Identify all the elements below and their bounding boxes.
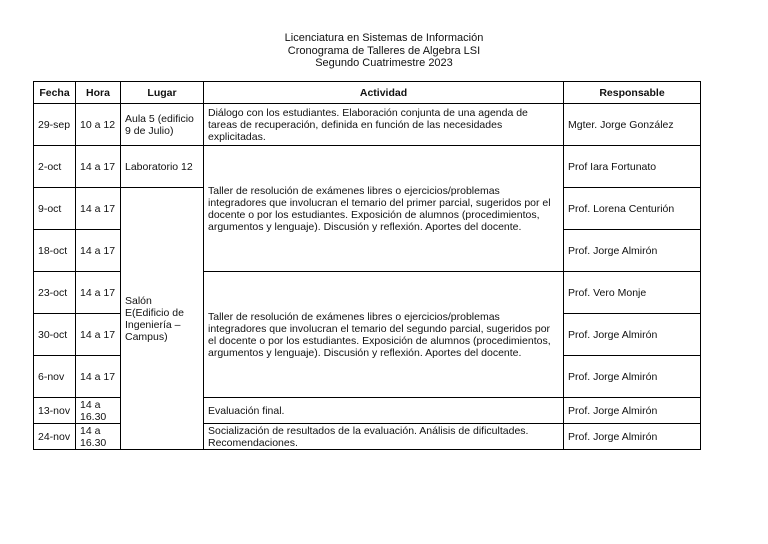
responsable-cell: Prof. Lorena Centurión [564, 188, 701, 230]
col-lugar: Lugar [121, 82, 204, 104]
responsable-cell: Prof Iara Fortunato [564, 146, 701, 188]
hora-cell: 14 a 17 [76, 356, 121, 398]
responsable-cell: Prof. Vero Monje [564, 272, 701, 314]
col-fecha: Fecha [34, 82, 76, 104]
schedule-table [33, 81, 701, 450]
fecha-cell: 23-oct [34, 272, 76, 314]
actividad-cell: Socialización de resultados de la evaluación. Análisis de dificultades. Recomendaciones. [204, 424, 564, 450]
table-header-row [34, 82, 701, 104]
lugar-cell: Laboratorio 12 [121, 146, 204, 188]
responsable-cell: Prof. Jorge Almirón [564, 356, 701, 398]
col-actividad: Actividad [204, 82, 564, 104]
fecha-cell: 30-oct [34, 314, 76, 356]
hora-cell: 14 a 17 [76, 230, 121, 272]
fecha-cell: 6-nov [34, 356, 76, 398]
fecha-cell: 9-oct [34, 188, 76, 230]
hora-cell: 14 a 16.30 [76, 424, 121, 450]
actividad-cell: Diálogo con los estudiantes. Elaboración conjunta de una agenda de tareas de recuperación, definida en función de las necesidades explicitadas. [204, 104, 564, 146]
actividad-cell-parcial2: Taller de resolución de exámenes libres o ejercicios/problemas integradores que involucran el temario del segundo parcial, sugeridos por el docente o por los estudiantes. Exposición de alumnos (procedimientos, argumentos y lenguaje). Discusión y reflexión. Aportes del docente. [204, 272, 564, 398]
col-hora: Hora [76, 82, 121, 104]
hora-cell: 14 a 16.30 [76, 398, 121, 424]
responsable-cell: Mgter. Jorge González [564, 104, 701, 146]
responsable-cell: Prof. Jorge Almirón [564, 230, 701, 272]
fecha-cell: 13-nov [34, 398, 76, 424]
fecha-cell: 29-sep [34, 104, 76, 146]
schedule-title: Cronograma de Talleres de Algebra LSI [287, 44, 481, 57]
fecha-cell: 18-oct [34, 230, 76, 272]
lugar-cell-salon: Salón E(Edificio de Ingeniería – Campus) [121, 188, 204, 450]
hora-cell: 14 a 17 [76, 314, 121, 356]
hora-cell: 14 a 17 [76, 272, 121, 314]
actividad-cell-parcial1: Taller de resolución de exámenes libres o ejercicios/problemas integradores que involucran el temario del primer parcial, sugeridos por el docente o por los estudiantes. Exposición de alumnos (procedimientos, argumentos y lenguaje). Discusión y reflexión. Aportes del docente. [204, 146, 564, 272]
responsable-cell: Prof. Jorge Almirón [564, 314, 701, 356]
fecha-cell: 24-nov [34, 424, 76, 450]
hora-cell: 14 a 17 [76, 188, 121, 230]
table-row [34, 146, 701, 188]
lugar-cell: Aula 5 (edificio 9 de Julio) [121, 104, 204, 146]
fecha-cell: 2-oct [34, 146, 76, 188]
program-title: Licenciatura en Sistemas de Información [284, 32, 484, 44]
actividad-cell: Evaluación final. [204, 398, 564, 424]
hora-cell: 14 a 17 [76, 146, 121, 188]
responsable-cell: Prof. Jorge Almirón [564, 398, 701, 424]
table-row [34, 104, 701, 146]
responsable-cell: Prof. Jorge Almirón [564, 424, 701, 450]
hora-cell: 10 a 12 [76, 104, 121, 146]
term-title: Segundo Cuatrimestre 2023 [315, 57, 453, 69]
document-header [0, 32, 768, 70]
col-responsable: Responsable [564, 82, 701, 104]
